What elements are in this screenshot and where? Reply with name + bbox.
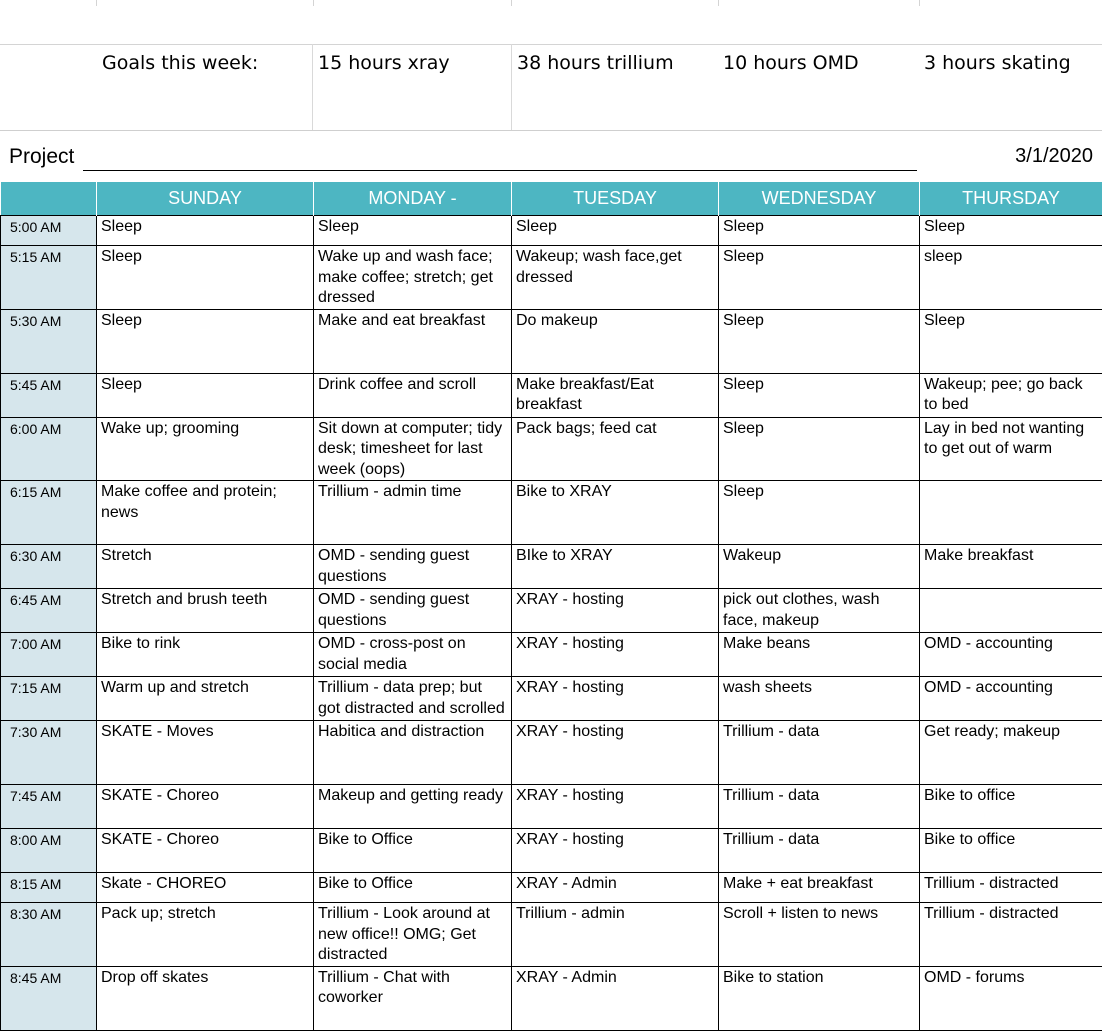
cell-monday[interactable]: Bike to Office bbox=[314, 873, 512, 903]
day-header-thursday[interactable]: THURSDAY bbox=[920, 182, 1102, 216]
goals-row bbox=[0, 44, 1102, 131]
cell-thursday[interactable]: OMD - accounting bbox=[920, 633, 1102, 677]
table-row bbox=[1, 481, 1102, 545]
time-cell[interactable]: 6:00 AM bbox=[1, 417, 97, 481]
time-cell[interactable]: 6:15 AM bbox=[1, 481, 97, 545]
cell-tuesday[interactable]: XRAY - Admin bbox=[512, 966, 719, 1030]
cell-tuesday[interactable]: Do makeup bbox=[512, 309, 719, 373]
cell-thursday[interactable]: Sleep bbox=[920, 216, 1102, 246]
cell-thursday[interactable]: Trillium - distracted bbox=[920, 873, 1102, 903]
cell-sunday[interactable]: Bike to rink bbox=[97, 633, 314, 677]
time-cell[interactable]: 8:00 AM bbox=[1, 829, 97, 873]
time-cell[interactable]: 7:15 AM bbox=[1, 677, 97, 721]
cell-sunday[interactable]: SKATE - Choreo bbox=[97, 829, 314, 873]
day-header-row bbox=[1, 182, 1102, 216]
cell-monday[interactable]: Drink coffee and scroll bbox=[314, 373, 512, 417]
cell-wednesday[interactable]: Sleep bbox=[719, 373, 920, 417]
empty-header-row bbox=[0, 0, 1102, 45]
table-row bbox=[1, 873, 1102, 903]
table-row bbox=[1, 589, 1102, 633]
cell-sunday[interactable]: SKATE - Choreo bbox=[97, 785, 314, 829]
time-cell[interactable]: 8:15 AM bbox=[1, 873, 97, 903]
cell-monday[interactable]: OMD - sending guest questions bbox=[314, 545, 512, 589]
cell-sunday[interactable]: Wake up; grooming bbox=[97, 417, 314, 481]
table-row bbox=[1, 721, 1102, 785]
cell-thursday[interactable]: Make breakfast bbox=[920, 545, 1102, 589]
day-header-wednesday[interactable]: WEDNESDAY bbox=[719, 182, 920, 216]
schedule-table bbox=[0, 182, 1102, 1031]
time-cell[interactable]: 7:45 AM bbox=[1, 785, 97, 829]
cell-monday[interactable]: Makeup and getting ready bbox=[314, 785, 512, 829]
time-cell[interactable]: 6:45 AM bbox=[1, 589, 97, 633]
project-date[interactable]: 3/1/2020 bbox=[1015, 145, 1093, 168]
time-cell[interactable]: 5:15 AM bbox=[1, 246, 97, 310]
time-cell[interactable]: 5:30 AM bbox=[1, 309, 97, 373]
table-row bbox=[1, 545, 1102, 589]
cell-tuesday[interactable]: Pack bags; feed cat bbox=[512, 417, 719, 481]
cell-monday[interactable]: Trillium - Chat with coworker bbox=[314, 966, 512, 1030]
cell-wednesday[interactable]: Wakeup bbox=[719, 545, 920, 589]
cell-wednesday[interactable]: Trillium - data bbox=[719, 721, 920, 785]
cell-thursday[interactable]: Bike to office bbox=[920, 829, 1102, 873]
cell-monday[interactable]: Trillium - data prep; but got distracted and scrolled bbox=[314, 677, 512, 721]
cell-tuesday[interactable]: Sleep bbox=[512, 216, 719, 246]
cell-monday[interactable]: Trillium - Look around at new office!! OMG; Get distracted bbox=[314, 903, 512, 967]
cell-sunday[interactable]: Make coffee and protein; news bbox=[97, 481, 314, 545]
cell-wednesday[interactable]: Scroll + listen to news bbox=[719, 903, 920, 967]
cell-sunday[interactable]: Skate - CHOREO bbox=[97, 873, 314, 903]
cell-monday[interactable]: Sleep bbox=[314, 216, 512, 246]
cell-wednesday[interactable]: Make beans bbox=[719, 633, 920, 677]
schedule-body bbox=[1, 216, 1102, 1031]
cell-thursday[interactable]: Trillium - distracted bbox=[920, 903, 1102, 967]
cell-wednesday[interactable]: Sleep bbox=[719, 246, 920, 310]
cell-wednesday[interactable]: Make + eat breakfast bbox=[719, 873, 920, 903]
cell-tuesday[interactable]: Wakeup; wash face,get dressed bbox=[512, 246, 719, 310]
goal-omd[interactable]: 10 hours OMD bbox=[723, 44, 919, 130]
corner-cell bbox=[1, 182, 97, 216]
time-cell[interactable]: 7:30 AM bbox=[1, 721, 97, 785]
cell-tuesday[interactable]: BIke to XRAY bbox=[512, 545, 719, 589]
cell-wednesday[interactable]: Sleep bbox=[719, 417, 920, 481]
time-cell[interactable]: 8:45 AM bbox=[1, 966, 97, 1030]
cell-monday[interactable]: Trillium - admin time bbox=[314, 481, 512, 545]
cell-sunday[interactable]: Pack up; stretch bbox=[97, 903, 314, 967]
cell-tuesday[interactable]: XRAY - hosting bbox=[512, 633, 719, 677]
cell-monday[interactable]: Sit down at computer; tidy desk; timesheet for last week (oops) bbox=[314, 417, 512, 481]
cell-wednesday[interactable]: Sleep bbox=[719, 216, 920, 246]
cell-monday[interactable]: Bike to Office bbox=[314, 829, 512, 873]
table-row bbox=[1, 903, 1102, 967]
table-row bbox=[1, 966, 1102, 1030]
table-row bbox=[1, 677, 1102, 721]
cell-wednesday[interactable]: Trillium - data bbox=[719, 829, 920, 873]
cell-sunday[interactable]: Sleep bbox=[97, 216, 314, 246]
time-cell[interactable]: 7:00 AM bbox=[1, 633, 97, 677]
cell-monday[interactable]: Make and eat breakfast bbox=[314, 309, 512, 373]
cell-tuesday[interactable]: XRAY - hosting bbox=[512, 589, 719, 633]
time-cell[interactable]: 8:30 AM bbox=[1, 903, 97, 967]
cell-thursday[interactable]: OMD - forums bbox=[920, 966, 1102, 1030]
project-label: Project bbox=[9, 145, 74, 169]
cell-sunday[interactable]: Sleep bbox=[97, 309, 314, 373]
goal-skating[interactable]: 3 hours skating bbox=[924, 44, 1102, 130]
time-cell[interactable]: 5:45 AM bbox=[1, 373, 97, 417]
cell-tuesday[interactable]: XRAY - Admin bbox=[512, 873, 719, 903]
table-row bbox=[1, 309, 1102, 373]
table-row bbox=[1, 216, 1102, 246]
cell-tuesday[interactable]: Trillium - admin bbox=[512, 903, 719, 967]
cell-wednesday[interactable]: pick out clothes, wash face, makeup bbox=[719, 589, 920, 633]
cell-wednesday[interactable]: Sleep bbox=[719, 309, 920, 373]
time-cell[interactable]: 6:30 AM bbox=[1, 545, 97, 589]
table-row bbox=[1, 633, 1102, 677]
cell-sunday[interactable]: Stretch and brush teeth bbox=[97, 589, 314, 633]
day-header-sunday[interactable]: SUNDAY bbox=[97, 182, 314, 216]
cell-tuesday[interactable]: XRAY - hosting bbox=[512, 829, 719, 873]
cell-sunday[interactable]: Drop off skates bbox=[97, 966, 314, 1030]
cell-sunday[interactable]: Sleep bbox=[97, 373, 314, 417]
cell-thursday[interactable] bbox=[920, 481, 1102, 545]
cell-thursday[interactable]: Get ready; makeup bbox=[920, 721, 1102, 785]
goals-label: Goals this week: bbox=[102, 44, 312, 130]
project-underline bbox=[83, 170, 917, 171]
cell-thursday[interactable]: Lay in bed not wanting to get out of warm bbox=[920, 417, 1102, 481]
goal-trillium[interactable]: 38 hours trillium bbox=[511, 44, 718, 130]
cell-wednesday[interactable]: Sleep bbox=[719, 481, 920, 545]
table-row bbox=[1, 785, 1102, 829]
cell-thursday[interactable]: Sleep bbox=[920, 309, 1102, 373]
time-cell[interactable]: 5:00 AM bbox=[1, 216, 97, 246]
cell-tuesday[interactable]: XRAY - hosting bbox=[512, 677, 719, 721]
cell-sunday[interactable]: Stretch bbox=[97, 545, 314, 589]
cell-thursday[interactable]: sleep bbox=[920, 246, 1102, 310]
cell-thursday[interactable]: OMD - accounting bbox=[920, 677, 1102, 721]
cell-sunday[interactable]: Sleep bbox=[97, 246, 314, 310]
project-row bbox=[0, 130, 1102, 182]
cell-tuesday[interactable]: Make breakfast/Eat breakfast bbox=[512, 373, 719, 417]
day-header-tuesday[interactable]: TUESDAY bbox=[512, 182, 719, 216]
cell-monday[interactable]: OMD - sending guest questions bbox=[314, 589, 512, 633]
cell-monday[interactable]: Wake up and wash face; make coffee; stretch; get dressed bbox=[314, 246, 512, 310]
goal-xray[interactable]: 15 hours xray bbox=[312, 44, 511, 130]
cell-wednesday[interactable]: wash sheets bbox=[719, 677, 920, 721]
cell-tuesday[interactable]: XRAY - hosting bbox=[512, 721, 719, 785]
cell-wednesday[interactable]: Trillium - data bbox=[719, 785, 920, 829]
table-row bbox=[1, 417, 1102, 481]
cell-tuesday[interactable]: Bike to XRAY bbox=[512, 481, 719, 545]
cell-tuesday[interactable]: XRAY - hosting bbox=[512, 785, 719, 829]
cell-wednesday[interactable]: Bike to station bbox=[719, 966, 920, 1030]
cell-thursday[interactable]: Wakeup; pee; go back to bed bbox=[920, 373, 1102, 417]
cell-thursday[interactable]: Bike to office bbox=[920, 785, 1102, 829]
cell-sunday[interactable]: SKATE - Moves bbox=[97, 721, 314, 785]
cell-sunday[interactable]: Warm up and stretch bbox=[97, 677, 314, 721]
cell-thursday[interactable] bbox=[920, 589, 1102, 633]
table-row bbox=[1, 829, 1102, 873]
cell-monday[interactable]: OMD - cross-post on social media bbox=[314, 633, 512, 677]
table-row bbox=[1, 373, 1102, 417]
cell-monday[interactable]: Habitica and distraction bbox=[314, 721, 512, 785]
table-row bbox=[1, 246, 1102, 310]
day-header-monday[interactable]: MONDAY - bbox=[314, 182, 512, 216]
